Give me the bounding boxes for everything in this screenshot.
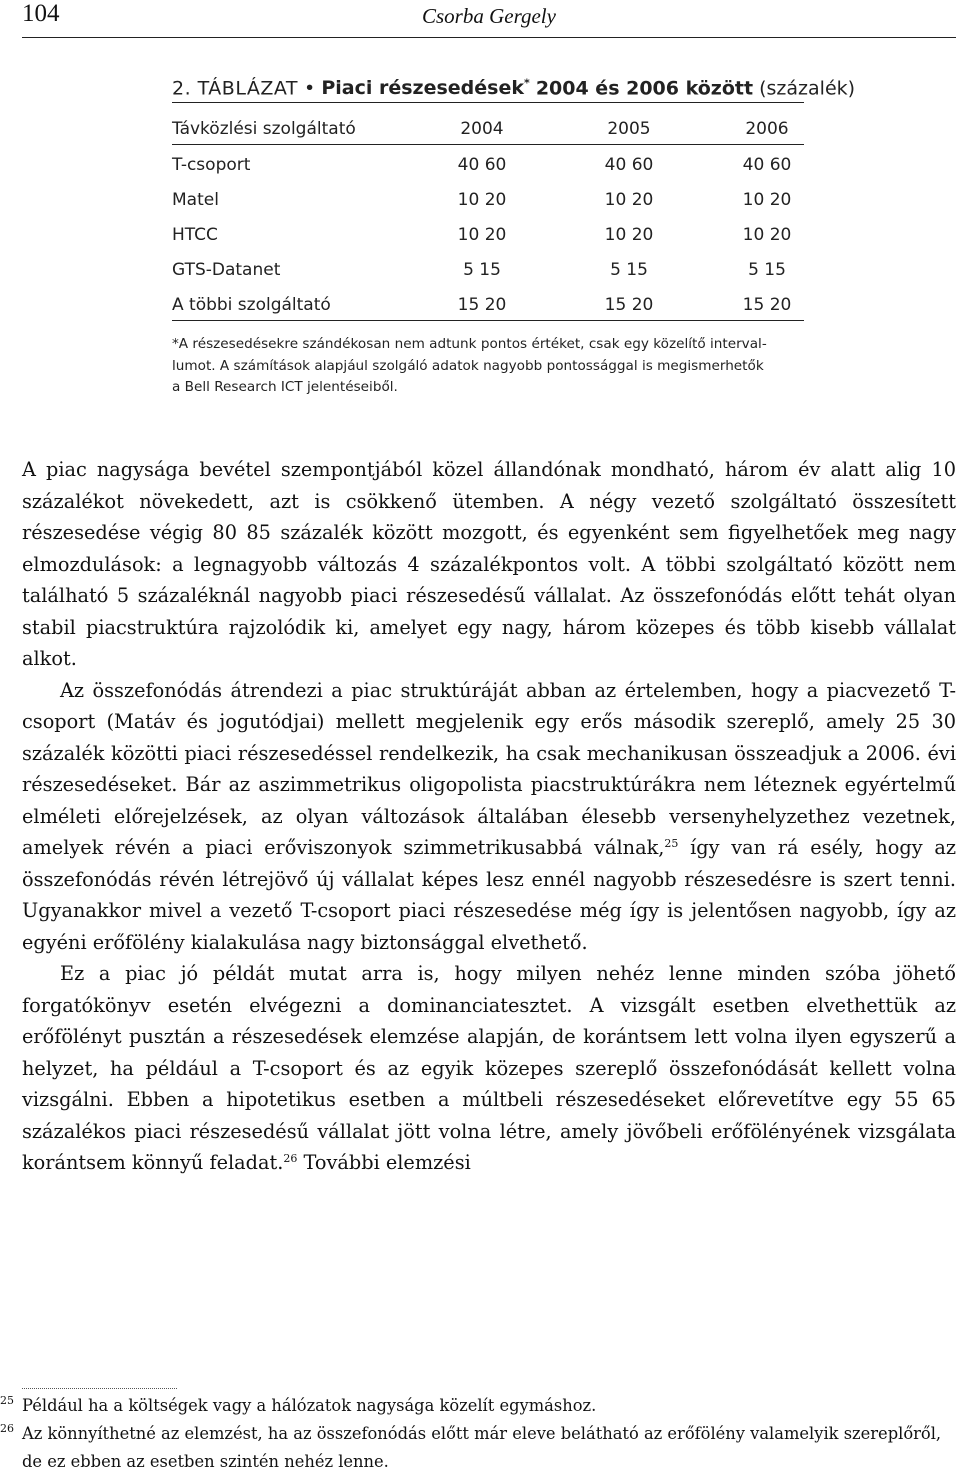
paragraph: [22, 675, 956, 959]
row-label: GTS-Datanet: [172, 260, 281, 280]
footnote-text: Például ha a költségek vagy a hálózatok nagysága közelít egymáshoz.: [22, 1396, 597, 1415]
row-label: HTCC: [172, 225, 218, 245]
table-cell: 40 60: [457, 155, 507, 175]
paragraph-text: Az összefonódás átrendezi a piac struktúráját abban az értelemben, hogy a piacvezető T-csoport (Matáv és jogutódjai) mellett megjelenik egy erős második szereplő, amely 25 30 százalék közötti piaci részesedéssel rendelkezik, ha csak mechanikusan összeadjuk a 2006. évi részesedéseket. Bár az aszimmetrikus oligopolista piacstruktúrákra nem léteznek egyértelmű elméleti előrejelzések, az olyan változások általában élesebb versenyhelyzethez vezetnek, amelyek révén a piaci erőviszonyok szimmetrikusabbá válnak,: [22, 678, 956, 859]
table-unit: (százalék): [759, 77, 856, 100]
table-note: [172, 334, 804, 399]
table-label: 2. TÁBLÁZAT: [172, 77, 298, 100]
column-header-2006: 2006: [745, 119, 789, 139]
paragraph-text: így van rá esély, hogy az összefonódás révén létrejövő új vállalat képes lesz ennél nagyobb részesedésre is szert tenni. Ugyanakkor mivel a vezető T-csoport piaci részesedése még így is jelentősen nagyobb, így az egyéni erőfölény kialakulása nagy biztonsággal elvethető.: [22, 836, 956, 954]
table-cell: 10 20: [742, 190, 792, 210]
table-cell: 15 20: [604, 295, 654, 315]
column-header-2004: 2004: [460, 119, 504, 139]
footnote-number: 26: [0, 1422, 14, 1435]
table-body: [172, 149, 804, 324]
table-cell: 15 20: [457, 295, 507, 315]
page-header: [22, 0, 956, 38]
table-cell: 10 20: [604, 225, 654, 245]
table-row: [172, 184, 804, 219]
table-cell: 10 20: [457, 190, 507, 210]
table-row: [172, 219, 804, 254]
page-number: 104: [22, 0, 60, 27]
row-label: T-csoport: [172, 155, 251, 175]
paragraph: A piac nagysága bevétel szempontjából közel állandónak mondható, három év alatt alig 10 százalékot növekedett, azt is csökkenő ütemben. A négy vezető szolgáltató összesített részesedése végig 80 85 százalék között mozgott, és egyenként sem figyelhetőek meg nagy elmozdulások: a legnagyobb változás 4 százalékpontos volt. A többi szolgáltató között nem található 5 százaléknál nagyobb piaci részesedésű vállalat. Az összefonódás előtt tehát olyan stabil piacstruktúra rajzolódik ki, amelyet egy nagy, három közepes és több kisebb vállalat alkot.: [22, 458, 956, 670]
table-cell: 10 20: [742, 225, 792, 245]
table-cell: 40 60: [604, 155, 654, 175]
footnote-separator: [22, 1388, 177, 1389]
footnote-ref[interactable]: 26: [283, 1152, 298, 1165]
footnote-number: 25: [0, 1394, 14, 1407]
table-title-text: Piaci részesedések: [321, 77, 524, 100]
footnote: [0, 1392, 956, 1420]
table-title-rest: 2004 és 2006 között: [535, 77, 754, 100]
table-cell: 5 15: [463, 260, 501, 280]
table-note-line: lumot. A számítások alapjául szolgáló adatok nagyobb pontossággal is megismerhetők: [172, 357, 764, 374]
table-title: [321, 77, 529, 99]
table-cell: 5 15: [610, 260, 648, 280]
table-note-line: *A részesedésekre szándékosan nem adtunk pontos értéket, csak egy közelítő interval-: [172, 336, 767, 352]
paragraph: [22, 958, 956, 1179]
column-header-provider: Távközlési szolgáltató: [172, 119, 356, 139]
table-header-row: [172, 118, 804, 144]
table-cell: 15 20: [742, 295, 792, 315]
footnote-ref[interactable]: 25: [664, 837, 679, 850]
paragraph-text: További elemzési: [297, 1151, 471, 1174]
table-bottom-rule: [172, 320, 804, 321]
table-row: [172, 254, 804, 289]
running-head: Csorba Gergely: [422, 4, 556, 28]
table-cell: 40 60: [742, 155, 792, 175]
footnote: [0, 1420, 956, 1476]
row-label: Matel: [172, 190, 219, 210]
table-title-mark: *: [524, 77, 530, 90]
body-text: [22, 454, 956, 1179]
table-note-line: a Bell Research ICT jelentéseiből.: [172, 379, 398, 395]
table-row: [172, 149, 804, 184]
caption-bullet: •: [304, 77, 316, 100]
table-cell: 10 20: [457, 225, 507, 245]
footnote-text: Az könnyíthetné az elemzést, ha az összefonódás előtt már eleve belátható az erőfölény valamelyik szereplőről, de ez ebben az esetben szintén nehéz lenne.: [22, 1424, 942, 1471]
column-header-2005: 2005: [607, 119, 651, 139]
row-label: A többi szolgáltató: [172, 295, 331, 315]
table-cell: 5 15: [748, 260, 786, 280]
table-row: [172, 289, 804, 324]
paragraph-text: Ez a piac jó példát mutat arra is, hogy milyen nehéz lenne minden szóba jöhető forgatókönyv esetén elvégezni a dominanciatesztet. A vizsgált esetben elvethettük az erőfölényt pusztán a részesedések elemzése alapján, de korántsem lett volna ilyen egyszerű a helyzet, ha például a T-csoport és az egyik közepes szereplő összefonódását kellett volna vizsgálni. Ebben a hipotetikus esetben a múltbeli részesedéseket előrevetítve egy 55 65 százalékos piaci részesedésű vállalat jött volna létre, amely jövőbeli erőfölényének vizsgálata korántsem könnyű feladat.: [22, 962, 956, 1174]
footnotes: [0, 1392, 956, 1476]
table-cell: 10 20: [604, 190, 654, 210]
table-caption: [172, 68, 856, 103]
table-header: [172, 118, 804, 145]
